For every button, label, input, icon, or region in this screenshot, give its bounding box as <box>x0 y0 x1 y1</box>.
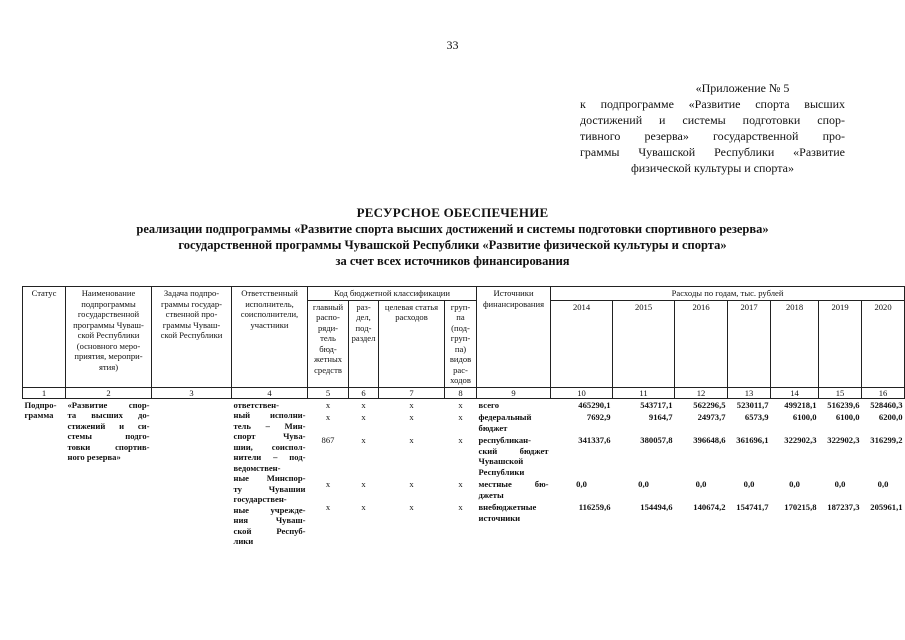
value-cell: 465290,1 <box>578 399 611 410</box>
value-cell: 316299,2 <box>870 435 903 445</box>
source-cell: местные бю- джеты <box>478 479 549 500</box>
resource-table <box>22 286 905 550</box>
csr-cell: x <box>409 435 414 445</box>
column-number: 6 <box>349 387 379 398</box>
vr-cell: x <box>458 399 463 410</box>
column-number: 11 <box>613 387 675 398</box>
value-cell: 562296,5 <box>693 399 726 410</box>
column-number: 8 <box>445 387 477 398</box>
spacer-cell <box>308 524 905 550</box>
value-cell: 6200,0 <box>878 412 903 422</box>
header-rz: раз- дел, под- раздел <box>349 300 379 387</box>
task-cell <box>152 398 232 550</box>
header-year: 2016 <box>675 300 728 387</box>
source-cell: внебюджетные источники <box>478 502 537 523</box>
gr-cell: x <box>325 412 331 422</box>
csr-cell: x <box>409 399 414 410</box>
column-number: 16 <box>862 387 905 398</box>
executor-cell: ответствен- ный исполни- тель – Мин- спорт Чува- шии, соиспол- нители – под- ведомствен- ные Минспор- ту Чувашии государствен- ные учрежде- ния Чуваш- ской Респуб- лики <box>233 399 306 546</box>
header-year: 2020 <box>862 300 905 387</box>
value-cell: 0,0 <box>834 479 846 489</box>
value-cell: 341337,6 <box>578 435 611 445</box>
appendix-line: к подпрограмме «Развитие спорта высших <box>580 97 845 111</box>
value-cell: 170215,8 <box>784 502 817 512</box>
header-row <box>23 287 905 301</box>
column-number: 7 <box>379 387 445 398</box>
column-number: 12 <box>675 387 728 398</box>
vr-cell: x <box>458 479 463 489</box>
value-cell: 116259,6 <box>578 502 611 512</box>
value-cell: 0,0 <box>743 479 755 489</box>
header-task: Задача подпро- граммы государ- ственной про- граммы Чуваш- ской Республики <box>152 287 232 388</box>
appendix-note <box>580 80 845 176</box>
header-year: 2019 <box>819 300 862 387</box>
value-cell: 499218,1 <box>784 399 817 410</box>
rz-cell: x <box>361 399 366 410</box>
appendix-line: физической культуры и спорта» <box>630 161 794 175</box>
appendix-line: достижений и системы подготовки спор- <box>580 113 845 127</box>
column-number: 10 <box>551 387 613 398</box>
header-executor: Ответственный исполнитель, соисполнители, участники <box>232 287 308 388</box>
value-cell: 396648,6 <box>693 435 726 445</box>
gr-cell: x <box>325 399 331 410</box>
page-number: 33 <box>446 38 459 52</box>
value-cell: 0,0 <box>877 479 889 489</box>
value-cell: 516239,6 <box>827 399 860 410</box>
rz-cell: x <box>361 412 366 422</box>
appendix-line: «Приложение № 5 <box>695 81 790 95</box>
header-expenses: Расходы по годам, тыс. рублей <box>551 287 905 301</box>
vr-cell: x <box>458 435 463 445</box>
header-year: 2014 <box>551 300 613 387</box>
value-cell: 6100,0 <box>835 412 860 422</box>
title-line: РЕСУРСНОЕ ОБЕСПЕЧЕНИЕ <box>356 205 549 220</box>
csr-cell: x <box>409 412 414 422</box>
value-cell: 361696,1 <box>736 435 769 445</box>
value-cell: 7692,9 <box>586 412 611 422</box>
header-budget-code: Код бюджетной классификации <box>308 287 477 301</box>
source-cell: республикан- ский бюджет Чувашской Республики <box>478 435 549 477</box>
gr-cell: 867 <box>321 435 335 445</box>
status-cell: Подпро- грамма <box>24 399 57 420</box>
header-year: 2018 <box>771 300 819 387</box>
column-number: 9 <box>477 387 551 398</box>
document-title <box>0 205 905 269</box>
header-year: 2015 <box>613 300 675 387</box>
gr-cell: x <box>325 502 331 512</box>
value-cell: 24973,7 <box>697 412 726 422</box>
column-number: 13 <box>728 387 771 398</box>
gr-cell: x <box>325 479 331 489</box>
value-cell: 0,0 <box>695 479 707 489</box>
title-line: за счет всех источников финансирования <box>335 254 570 268</box>
value-cell: 322902,3 <box>827 435 860 445</box>
rz-cell: x <box>361 435 366 445</box>
csr-cell: x <box>409 479 414 489</box>
header-status: Статус <box>23 287 66 388</box>
csr-cell: x <box>409 502 414 512</box>
column-number: 4 <box>232 387 308 398</box>
value-cell: 0,0 <box>789 479 800 489</box>
value-cell: 523011,7 <box>736 399 769 410</box>
column-number: 14 <box>771 387 819 398</box>
value-cell: 322902,3 <box>784 435 817 445</box>
header-gr: главный распо- ряди- тель бюд- жетных средств <box>308 300 349 387</box>
column-number: 15 <box>819 387 862 398</box>
value-cell: 154494,6 <box>640 502 673 512</box>
value-cell: 6100,0 <box>792 412 817 422</box>
rz-cell: x <box>361 479 366 489</box>
value-cell: 6573,9 <box>744 412 769 422</box>
value-cell: 528460,3 <box>870 399 903 410</box>
source-cell: всего <box>478 399 499 410</box>
rz-cell: x <box>361 502 366 512</box>
source-cell: федеральный бюджет <box>478 412 532 433</box>
vr-cell: x <box>458 502 463 512</box>
header-source: Источники финансирования <box>477 287 551 388</box>
header-csr: целевая статья расходов <box>379 300 445 387</box>
value-cell: 9164,7 <box>648 412 673 422</box>
column-number: 5 <box>308 387 349 398</box>
value-cell: 0,0 <box>576 479 587 489</box>
header-vr: груп- па (под- груп- па) видов рас- ходов <box>445 300 477 387</box>
value-cell: 154741,7 <box>736 502 769 512</box>
value-cell: 187237,3 <box>827 502 860 512</box>
title-line: реализации подпрограммы «Развитие спорта высших достижений и системы подготовки спортивного резерва» <box>136 222 769 236</box>
value-cell: 380057,8 <box>640 435 673 445</box>
vr-cell: x <box>458 412 463 422</box>
value-cell: 140674,2 <box>693 502 726 512</box>
column-number-row <box>23 387 905 398</box>
value-cell: 543717,1 <box>640 399 673 410</box>
value-cell: 0,0 <box>638 479 649 489</box>
column-number: 1 <box>23 387 66 398</box>
program-name-cell: «Развитие спор- та высших до- стижений и си- стемы подго- товки спортив- ного резерва» <box>67 399 150 462</box>
value-cell: 205961,1 <box>870 502 903 512</box>
header-year: 2017 <box>728 300 771 387</box>
appendix-line: граммы Чувашской Республики «Развитие <box>580 145 845 159</box>
column-number: 2 <box>66 387 152 398</box>
column-number: 3 <box>152 387 232 398</box>
header-name: Наименование подпрограммы государственной программы Чуваш- ской Республики (основного меро- приятия, меропри- ятия) <box>66 287 152 388</box>
appendix-line: тивного резерва» государственной про- <box>580 129 845 143</box>
title-line: государственной программы Чувашской Республики «Развитие физической культуры и спорта» <box>178 238 727 252</box>
table-row <box>23 398 905 411</box>
